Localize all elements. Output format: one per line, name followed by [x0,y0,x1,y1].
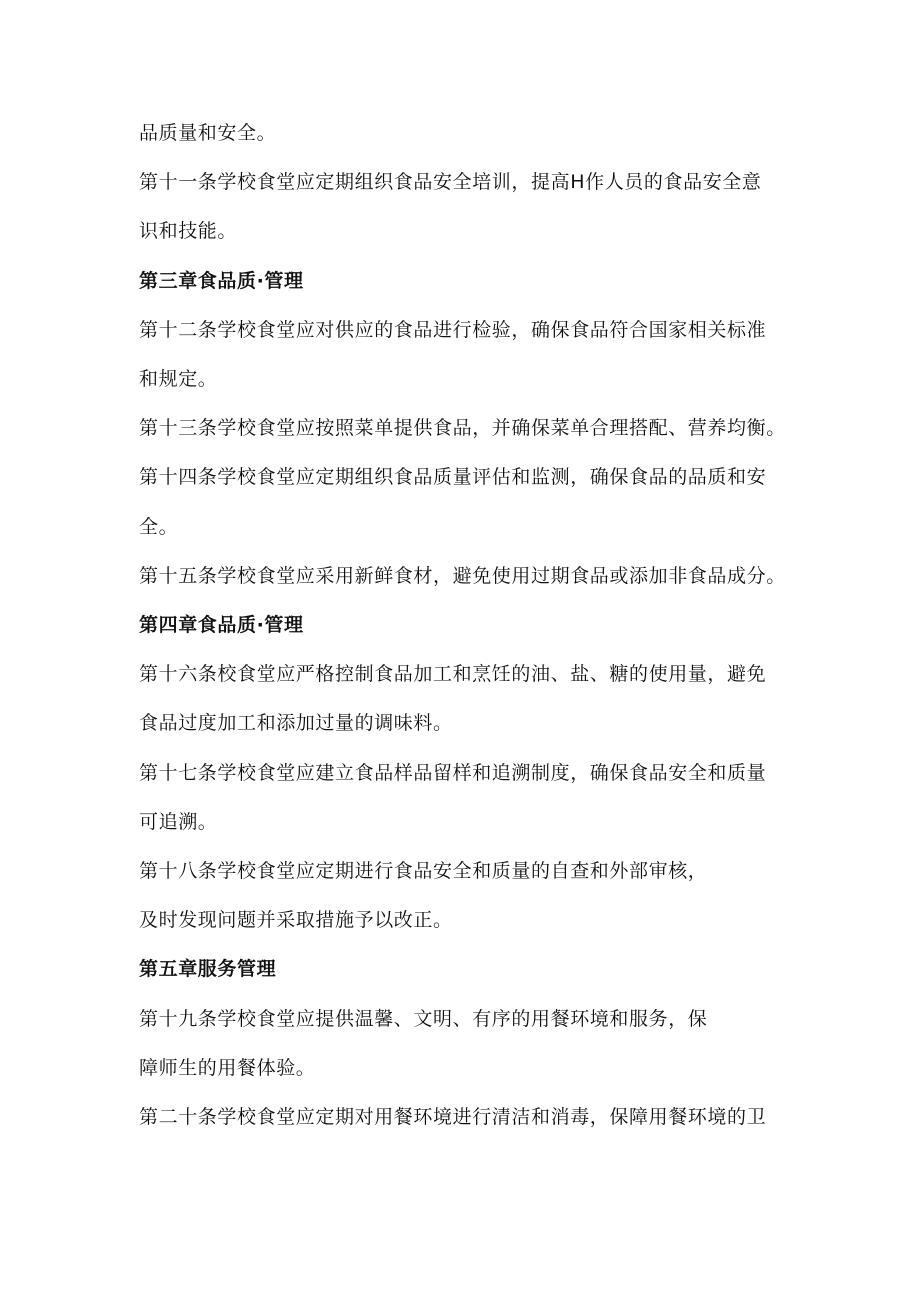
article-11-line-2: 识和技能。 [139,220,238,242]
article-20-line-1: 第二十条学校食堂应定期对用餐环境进行清洁和消毒，保障用餐环境的卫 [139,1106,767,1128]
chapter-4-heading: 第四章食品质·管理 [139,614,304,636]
article-12-line-1: 第十二条学校食堂应对供应的食品进行检验，确保食品符合国家相关标准 [139,319,767,341]
article-13-line: 第十三条学校食堂应按照菜单提供食品，并确保菜单合理搭配、营养均衡。 [139,417,786,439]
article-16-line-2: 食品过度加工和添加过量的调味料。 [139,712,453,734]
article-17-line-2: 可追溯。 [139,811,218,833]
article-14-line-1: 第十四条学校食堂应定期组织食品质量评估和监测，确保食品的品质和安 [139,466,767,488]
article-11-line-1: 第十一条学校食堂应定期组织食品安全培训，提高H作人员的食品安全意 [139,171,762,193]
article-15-line: 第十五条学校食堂应采用新鲜食材，避免使用过期食品或添加非食品成分。 [139,565,786,587]
chapter-5-heading: 第五章服务管理 [139,958,277,980]
article-12-line-2: 和规定。 [139,368,218,390]
paragraph-line: 品质量和安全。 [139,122,277,144]
article-18-line-1: 第十八条学校食堂应定期进行食品安全和质量的自查和外部审核， [139,860,708,882]
chapter-3-heading: 第三章食品质·管理 [139,270,304,292]
article-17-line-1: 第十七条学校食堂应建立食品样品留样和追溯制度，确保食品安全和质量 [139,762,767,784]
article-19-line-1: 第十九条学校食堂应提供温馨、文明、有序的用餐环境和服务，保 [139,1008,708,1030]
article-18-line-2: 及时发现问题并采取措施予以改正。 [139,909,453,931]
article-19-line-2: 障师生的用餐体验。 [139,1057,316,1079]
article-14-line-2: 全。 [139,516,179,538]
article-16-line-1: 第十六条校食堂应严格控制食品加工和烹饪的油、盐、糖的使用量，避免 [139,663,767,685]
